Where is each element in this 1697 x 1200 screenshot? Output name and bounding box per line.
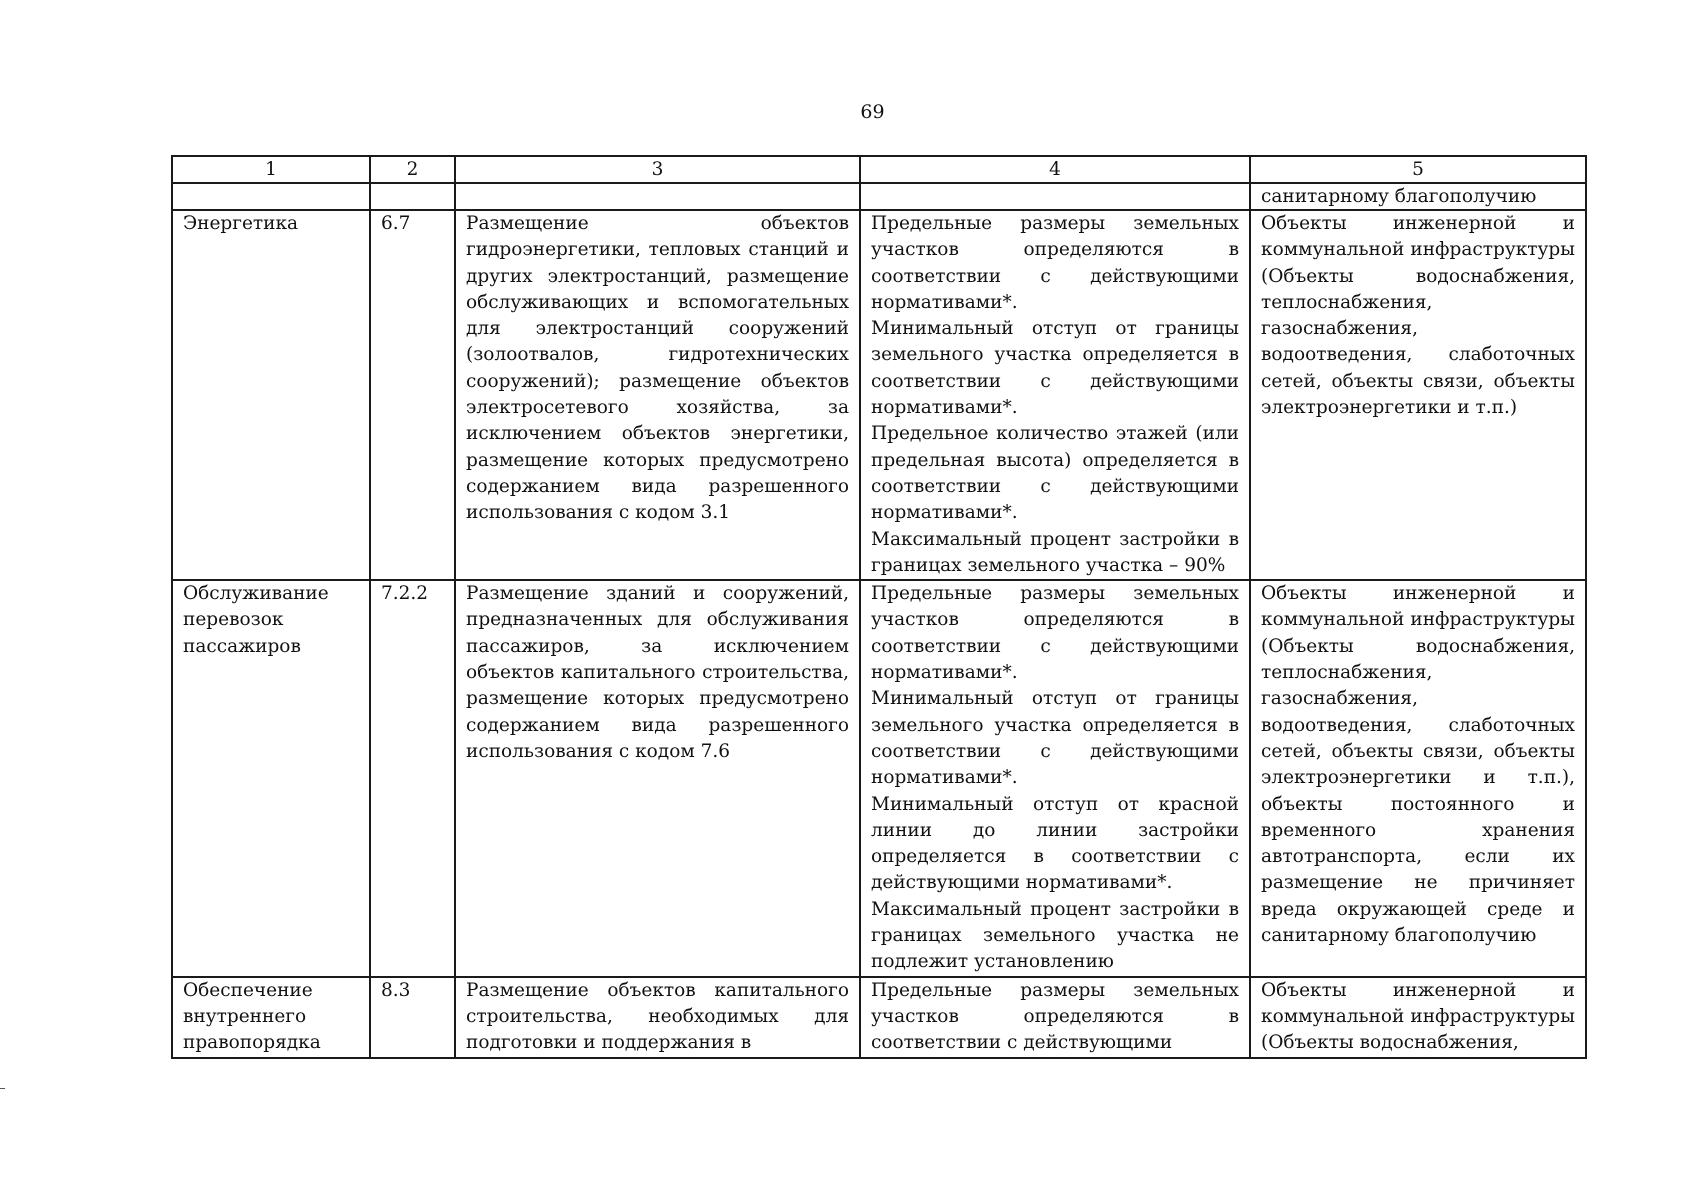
header-col-5: 5: [1250, 156, 1586, 183]
parameter-text: Предельные размеры земельных участков определяются в соответствии с действующими нормативами*.: [871, 583, 1239, 684]
use-type-name: Энергетика: [172, 210, 370, 580]
parameter-text: Предельные размеры земельных участков определяются в соответствии с действующими: [871, 979, 1239, 1054]
use-type-description: Размещение объектов гидроэнергетики, тепловых станций и других электростанций, размещение обслуживающих и вспомогательных для электростанций сооружений (золоотвалов, гидротехнических сооружений); размещение объектов электросетевого хозяйства, за исключением объектов энергетики, размещение которых предусмотрено содержанием вида разрешенного использования с кодом 3.1: [455, 210, 860, 580]
continuation-cell-5: санитарному благополучию: [1250, 183, 1586, 210]
parameter-text: Предельные размеры земельных участков определяются в соответствии с действующими нормативами*.: [871, 213, 1239, 313]
header-col-1: 1: [172, 156, 370, 183]
use-type-code: 7.2.2: [370, 580, 455, 976]
continuation-cell-2: [370, 183, 455, 210]
parameter-text: Минимальный отступ от границы земельного участка определяется в соответствии с действующими нормативами*.: [871, 318, 1239, 419]
scan-edge-mark: [0, 1088, 5, 1089]
use-type-code: 8.3: [370, 977, 455, 1058]
continuation-cell-1: [172, 183, 370, 210]
table-row: [172, 210, 1586, 580]
parameter-text: Минимальный отступ от красной линии до линии застройки определяется в соответствии с действующими нормативами*.: [871, 793, 1239, 894]
limit-parameters: [860, 580, 1250, 976]
limit-parameters: [860, 977, 1250, 1058]
limit-parameters: [860, 210, 1250, 580]
auxiliary-uses: Объекты инженерной и коммунальной инфраструктуры (Объекты водоснабжения,: [1250, 977, 1586, 1058]
continuation-cell-4: [860, 183, 1250, 210]
parameter-text: Максимальный процент застройки в границах земельного участка не подлежит установлению: [871, 898, 1239, 973]
continuation-cell-3: [455, 183, 860, 210]
header-col-3: 3: [455, 156, 860, 183]
use-type-name: Обеспечение внутреннего правопорядка: [172, 977, 370, 1058]
page-number: 69: [860, 101, 885, 123]
zoning-table: [171, 155, 1587, 1059]
parameter-text: Максимальный процент застройки в границах земельного участка – 90%: [871, 528, 1239, 576]
use-type-description: Размещение зданий и сооружений, предназначенных для обслуживания пассажиров, за исключением объектов капитального строительства, размещение которых предусмотрено содержанием вида разрешенного использования с кодом 7.6: [455, 580, 860, 976]
table-row: [172, 580, 1586, 976]
auxiliary-uses: Объекты инженерной и коммунальной инфраструктуры (Объекты водоснабжения, теплоснабжения, газоснабжения, водоотведения, слаботочных сетей, объекты связи, объекты электроэнергетики и т.п.), объекты постоянного и временного хранения автотранспорта, если их размещение не причиняет вреда окружающей среде и санитарному благополучию: [1250, 580, 1586, 976]
continuation-row: [172, 183, 1586, 210]
parameter-text: Предельное количество этажей (или предельная высота) определяется в соответствии с действующими нормативами*.: [871, 423, 1239, 524]
header-col-4: 4: [860, 156, 1250, 183]
parameter-text: Минимальный отступ от границы земельного участка определяется в соответствии с действующими нормативами*.: [871, 688, 1239, 789]
use-type-code: 6.7: [370, 210, 455, 580]
table-row: [172, 977, 1586, 1058]
header-col-2: 2: [370, 156, 455, 183]
auxiliary-uses: Объекты инженерной и коммунальной инфраструктуры (Объекты водоснабжения, теплоснабжения, газоснабжения, водоотведения, слаботочных сетей, объекты связи, объекты электроэнергетики и т.п.): [1250, 210, 1586, 580]
use-type-name: Обслуживание перевозок пассажиров: [172, 580, 370, 976]
header-row: [172, 156, 1586, 183]
use-type-description: Размещение объектов капитального строительства, необходимых для подготовки и поддержания в: [455, 977, 860, 1058]
